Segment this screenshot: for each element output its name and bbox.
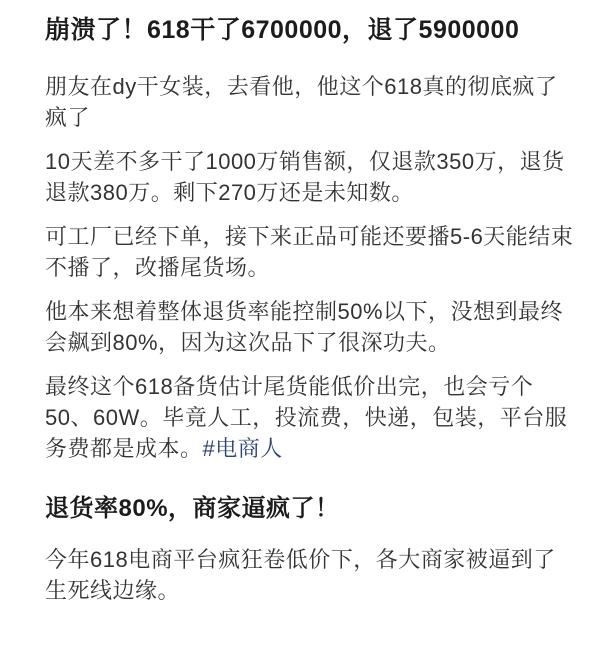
post-paragraph-with-hashtag bbox=[45, 371, 575, 464]
post-paragraph: 朋友在dy干女装，去看他，他这个618真的彻底疯了疯了 bbox=[45, 74, 558, 130]
hashtag-link[interactable]: #电商人 bbox=[202, 436, 283, 461]
post-paragraph-text: 最终这个618备货估计尾货能低价出完，也会亏个50、60W。毕竟人工，投流费，快递，包装，平台服务费都是成本。 bbox=[45, 374, 568, 461]
post-paragraph: 他本来想着整体退货率能控制50%以下，没想到最终会飙到80%，因为这次品下了很深功夫。 bbox=[45, 299, 564, 355]
section-paragraph: 今年618电商平台疯狂卷低价下，各大商家被逼到了生死线边缘。 bbox=[45, 547, 556, 603]
section-heading: 退货率80%，商家逼疯了！ bbox=[45, 495, 340, 522]
post-paragraph: 可工厂已经下单，接下来正品可能还要播5-6天能结束不播了，改播尾货场。 bbox=[45, 224, 574, 280]
post-title: 崩溃了！618干了6700000，退了5900000 bbox=[45, 16, 520, 44]
post-paragraph: 10天差不多干了1000万销售额，仅退款350万，退货退款380万。剩下270万还是未知数。 bbox=[45, 149, 565, 205]
